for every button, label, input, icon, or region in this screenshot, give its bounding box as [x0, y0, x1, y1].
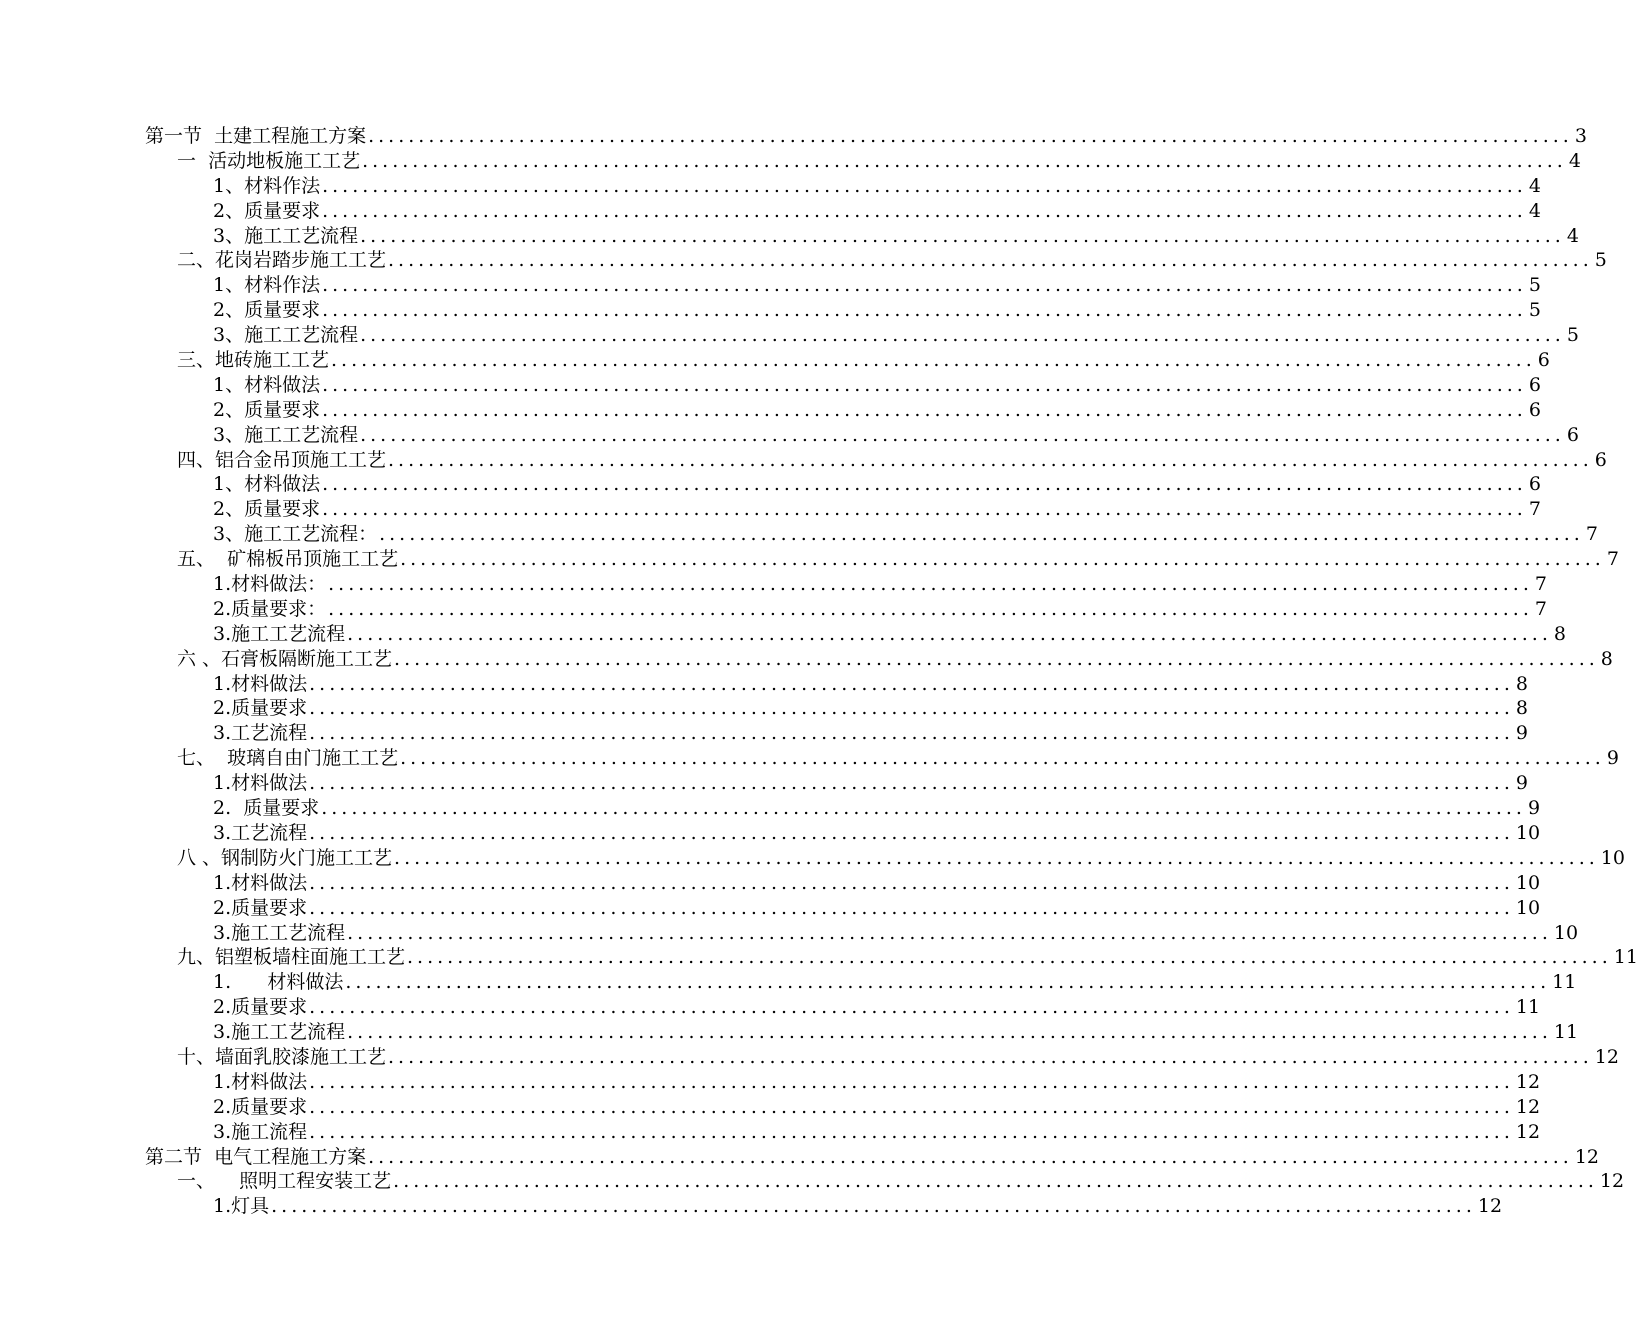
toc-entry-label: 九、铝塑板墙柱面施工工艺: [177, 946, 406, 969]
toc-entry[interactable]: [145, 448, 1607, 473]
toc-entry[interactable]: [145, 1020, 1579, 1045]
toc-entry[interactable]: [145, 149, 1581, 174]
toc-entry-line: [213, 871, 1541, 896]
toc-entry-label: 1.材料做法: [213, 772, 308, 795]
toc-entry-label: 3.施工工艺流程: [213, 622, 346, 645]
toc-entry-label: 2、质量要求: [213, 199, 321, 222]
toc-entry[interactable]: [145, 1145, 1600, 1170]
toc-entry[interactable]: [145, 970, 1577, 995]
toc-entry-label: 一 活动地板施工工艺: [177, 149, 361, 172]
toc-entry-line: [177, 547, 1619, 572]
toc-entry-line: [213, 323, 1579, 348]
toc-entry[interactable]: [145, 597, 1547, 622]
toc-page-number: 6: [1594, 448, 1607, 471]
dot-leader: ........................................................................................................................: [309, 1070, 1514, 1093]
dot-leader: ........................................................................................................................: [368, 125, 1573, 147]
toc-entry-label: 2、质量要求: [213, 299, 321, 322]
toc-entry-line: [177, 1169, 1625, 1194]
dot-leader: ........................................................................................................................: [393, 1170, 1598, 1193]
toc-page-number: 10: [1553, 921, 1579, 944]
toc-entry-label: 七、 玻璃自由门施工工艺: [177, 747, 399, 770]
dot-leader: ........................................................................................................................: [309, 697, 1514, 720]
toc-entry[interactable]: [145, 124, 1587, 149]
dot-leader: ........................................................................................................................: [322, 274, 1527, 297]
toc-entry-label: 2、质量要求: [213, 398, 321, 421]
toc-entry[interactable]: [145, 672, 1528, 697]
toc-page-number: 4: [1566, 224, 1579, 247]
toc-entry[interactable]: [145, 1120, 1541, 1145]
toc-entry-label: 3.施工工艺流程: [213, 1021, 346, 1044]
toc-entry-line: [177, 746, 1619, 771]
toc-entry-line: [213, 1070, 1541, 1095]
dot-leader: ........................................................................................................................: [347, 622, 1552, 645]
toc-entry-label: 四、铝合金吊顶施工工艺: [177, 448, 387, 471]
toc-entry-line: [177, 647, 1613, 672]
toc-entry-label: 八 、钢制防火门施工工艺: [177, 846, 393, 869]
toc-page-number: 12: [1515, 1070, 1541, 1093]
toc-entry-label: 1.材料做法：: [213, 573, 327, 596]
toc-entry-line: [213, 174, 1541, 199]
dot-leader: ........................................................................................................................: [394, 846, 1599, 869]
toc-entry-label: 1. 材料做法: [213, 971, 344, 994]
toc-page-number: 12: [1599, 1170, 1625, 1193]
toc-entry[interactable]: [145, 771, 1528, 796]
toc-page-number: 10: [1515, 896, 1541, 919]
toc-entry-line: [213, 497, 1541, 522]
toc-entry[interactable]: [145, 995, 1541, 1020]
dot-leader: ........................................................................................................................: [347, 921, 1552, 944]
toc-entry-label: 五、 矿棉板吊顶施工工艺: [177, 548, 399, 571]
toc-entry-label: 2.质量要求：: [213, 597, 327, 620]
dot-leader: ........................................................................................................................: [379, 523, 1584, 546]
toc-entry-line: [213, 1120, 1541, 1145]
dot-leader: ........................................................................................................................: [322, 373, 1527, 396]
toc-entry-line: [145, 124, 1587, 149]
dot-leader: ........................................................................................................................: [407, 946, 1612, 969]
toc-entry-label: 六 、石膏板隔断施工工艺: [177, 647, 393, 670]
toc-entry-label: 1.材料做法: [213, 1070, 308, 1093]
toc-entry-label: 3、施工工艺流程：: [213, 523, 378, 546]
toc-entry-line: [213, 522, 1598, 547]
toc-entry-line: [213, 796, 1541, 821]
toc-entry-line: [213, 1095, 1541, 1120]
toc-entry-label: 1、材料作法: [213, 274, 321, 297]
toc-entry-line: [213, 224, 1579, 249]
toc-entry-line: [177, 248, 1607, 273]
toc-entry[interactable]: [145, 1095, 1541, 1120]
table-of-contents: [145, 124, 1638, 1219]
toc-entry-label: 1.材料做法: [213, 871, 308, 894]
toc-page-number: 7: [1528, 498, 1541, 521]
toc-entry-line: [213, 821, 1541, 846]
toc-page-number: 11: [1613, 946, 1638, 969]
dot-leader: ........................................................................................................................: [322, 174, 1527, 197]
toc-page-number: 10: [1515, 821, 1541, 844]
toc-entry[interactable]: [145, 1045, 1619, 1070]
toc-entry[interactable]: [145, 472, 1541, 497]
toc-entry[interactable]: [145, 497, 1541, 522]
toc-entry-line: [213, 398, 1541, 423]
toc-page-number: 12: [1515, 1120, 1541, 1143]
dot-leader: ........................................................................................................................: [388, 448, 1593, 471]
toc-page-number: 6: [1566, 423, 1579, 446]
toc-entry[interactable]: [145, 273, 1541, 298]
dot-leader: ........................................................................................................................: [271, 1195, 1476, 1218]
toc-entry-line: [213, 696, 1528, 721]
dot-leader: ........................................................................................................................: [322, 473, 1527, 496]
toc-entry-label: 三、地砖施工工艺: [177, 349, 330, 372]
toc-entry-line: [213, 995, 1541, 1020]
toc-entry-label: 一、 照明工程安装工艺: [177, 1170, 392, 1193]
dot-leader: ........................................................................................................................: [309, 722, 1514, 745]
toc-page-number: 8: [1553, 622, 1566, 645]
toc-entry-line: [213, 298, 1541, 323]
toc-page-number: 7: [1585, 523, 1598, 546]
toc-page-number: 10: [1600, 846, 1625, 869]
toc-entry-line: [213, 921, 1579, 946]
toc-entry-label: 2.质量要求: [213, 996, 308, 1019]
toc-entry[interactable]: [145, 1070, 1541, 1095]
toc-page-number: 6: [1537, 349, 1550, 372]
toc-entry-label: 十、墙面乳胶漆施工工艺: [177, 1045, 387, 1068]
toc-entry[interactable]: [145, 846, 1625, 871]
toc-entry[interactable]: [145, 572, 1547, 597]
toc-page-number: 9: [1527, 797, 1541, 820]
toc-page-number: 12: [1594, 1045, 1619, 1068]
toc-entry-line: [177, 348, 1550, 373]
toc-entry-label: 3、施工工艺流程: [213, 324, 359, 347]
toc-entry-line: [213, 970, 1577, 995]
toc-entry-line: [213, 1194, 1503, 1219]
toc-entry-line: [213, 622, 1566, 647]
toc-page-number: 9: [1606, 747, 1619, 770]
toc-page-number: 6: [1528, 398, 1541, 421]
toc-entry-label: 2.质量要求: [213, 896, 308, 919]
toc-entry[interactable]: [145, 248, 1607, 273]
dot-leader: ........................................................................................................................: [309, 871, 1514, 894]
toc-entry[interactable]: [145, 821, 1541, 846]
toc-entry-label: 3、施工工艺流程: [213, 423, 359, 446]
toc-entry-line: [213, 672, 1528, 697]
dot-leader: ........................................................................................................................: [345, 971, 1551, 994]
toc-entry[interactable]: [145, 199, 1541, 224]
dot-leader: ........................................................................................................................: [322, 498, 1527, 521]
dot-leader: ........................................................................................................................: [388, 249, 1593, 272]
toc-entry-line: [213, 423, 1579, 448]
toc-page-number: 5: [1566, 324, 1579, 347]
toc-entry[interactable]: [145, 871, 1541, 896]
dot-leader: ........................................................................................................................: [347, 1021, 1552, 1044]
toc-entry-line: [177, 846, 1625, 871]
toc-page-number: 5: [1594, 249, 1607, 272]
toc-entry[interactable]: [145, 945, 1638, 970]
toc-entry[interactable]: [145, 522, 1598, 547]
dot-leader: ........................................................................................................................: [309, 821, 1514, 844]
toc-page-number: 10: [1515, 871, 1541, 894]
toc-entry[interactable]: [145, 1194, 1503, 1219]
toc-page-number: 11: [1552, 971, 1577, 994]
dot-leader: ........................................................................................................................: [400, 548, 1605, 571]
toc-entry[interactable]: [145, 323, 1579, 348]
dot-leader: ........................................................................................................................: [360, 423, 1565, 446]
toc-entry-line: [145, 1145, 1600, 1170]
toc-entry[interactable]: [145, 174, 1541, 199]
toc-entry[interactable]: [145, 746, 1619, 771]
dot-leader: ........................................................................................................................: [400, 747, 1605, 770]
toc-page-number: 12: [1515, 1095, 1541, 1118]
dot-leader: ........................................................................................................................: [328, 597, 1533, 620]
toc-page-number: 7: [1534, 573, 1547, 596]
toc-entry-label: 2.质量要求: [213, 697, 308, 720]
dot-leader: ........................................................................................................................: [388, 1045, 1593, 1068]
dot-leader: ........................................................................................................................: [309, 672, 1514, 695]
toc-entry[interactable]: [145, 547, 1619, 572]
toc-page-number: 8: [1600, 647, 1613, 670]
dot-leader: ........................................................................................................................: [309, 1120, 1514, 1143]
toc-entry[interactable]: [145, 1169, 1625, 1194]
toc-page-number: 6: [1528, 373, 1541, 396]
toc-entry-line: [177, 448, 1607, 473]
toc-entry-label: 3.施工工艺流程: [213, 921, 346, 944]
toc-page-number: 7: [1606, 548, 1619, 571]
dot-leader: ........................................................................................................................: [321, 797, 1526, 820]
dot-leader: ........................................................................................................................: [360, 324, 1565, 347]
toc-entry-label: 第二节 电气工程施工方案: [145, 1145, 367, 1168]
toc-page-number: 9: [1515, 722, 1528, 745]
toc-page-number: 4: [1528, 174, 1541, 197]
toc-entry[interactable]: [145, 622, 1566, 647]
toc-page-number: 9: [1515, 772, 1528, 795]
dot-leader: ........................................................................................................................: [309, 996, 1514, 1019]
toc-entry-label: 1、材料做法: [213, 473, 321, 496]
toc-entry-line: [213, 472, 1541, 497]
toc-entry[interactable]: [145, 796, 1541, 821]
dot-leader: ........................................................................................................................: [362, 149, 1567, 172]
toc-entry-line: [213, 373, 1541, 398]
toc-page-number: 12: [1477, 1195, 1503, 1218]
toc-entry-line: [213, 199, 1541, 224]
dot-leader: ........................................................................................................................: [322, 199, 1527, 222]
dot-leader: ........................................................................................................................: [322, 398, 1527, 421]
toc-page-number: 5: [1528, 299, 1541, 322]
toc-entry-line: [177, 1045, 1619, 1070]
toc-page-number: 8: [1515, 672, 1528, 695]
toc-entry-line: [177, 945, 1638, 970]
toc-entry-line: [213, 771, 1528, 796]
toc-entry[interactable]: [145, 721, 1528, 746]
dot-leader: ........................................................................................................................: [331, 349, 1536, 372]
toc-page-number: 11: [1553, 1021, 1579, 1044]
toc-entry[interactable]: [145, 398, 1541, 423]
toc-entry-line: [213, 896, 1541, 921]
toc-entry-line: [177, 149, 1581, 174]
toc-entry-line: [213, 572, 1547, 597]
dot-leader: ........................................................................................................................: [368, 1145, 1573, 1168]
toc-entry[interactable]: [145, 224, 1579, 249]
toc-entry[interactable]: [145, 696, 1528, 721]
toc-entry-label: 1.材料做法: [213, 672, 308, 695]
toc-entry-label: 3.施工流程: [213, 1120, 308, 1143]
toc-entry[interactable]: [145, 423, 1579, 448]
toc-entry[interactable]: [145, 896, 1541, 921]
dot-leader: ........................................................................................................................: [328, 573, 1533, 596]
toc-page-number: 3: [1574, 125, 1587, 147]
toc-entry-label: 2. 质量要求: [213, 797, 320, 820]
dot-leader: ........................................................................................................................: [309, 772, 1514, 795]
toc-entry[interactable]: [145, 921, 1579, 946]
toc-page-number: 8: [1515, 697, 1528, 720]
dot-leader: ........................................................................................................................: [309, 1095, 1514, 1118]
toc-entry-label: 2.质量要求: [213, 1095, 308, 1118]
toc-entry[interactable]: [145, 373, 1541, 398]
toc-page-number: 12: [1574, 1145, 1600, 1168]
toc-page-number: 4: [1568, 149, 1581, 172]
toc-entry[interactable]: [145, 298, 1541, 323]
toc-page-number: 7: [1534, 597, 1547, 620]
toc-entry[interactable]: [145, 647, 1613, 672]
toc-page-number: 11: [1515, 996, 1541, 1019]
toc-entry-line: [213, 721, 1528, 746]
toc-page-number: 5: [1528, 274, 1541, 297]
toc-entry-line: [213, 273, 1541, 298]
toc-page-number: 6: [1528, 473, 1541, 496]
toc-entry-label: 1、材料做法: [213, 373, 321, 396]
dot-leader: ........................................................................................................................: [394, 647, 1599, 670]
toc-page-number: 4: [1528, 199, 1541, 222]
dot-leader: ........................................................................................................................: [360, 224, 1565, 247]
toc-entry-label: 二、花岗岩踏步施工工艺: [177, 249, 387, 272]
dot-leader: ........................................................................................................................: [322, 299, 1527, 322]
toc-entry-label: 3.工艺流程: [213, 821, 308, 844]
toc-entry-label: 3.工艺流程: [213, 722, 308, 745]
toc-entry-line: [213, 1020, 1579, 1045]
toc-entry-label: 1、材料作法: [213, 174, 321, 197]
toc-entry-label: 1.灯具: [213, 1195, 270, 1218]
toc-entry-label: 3、施工工艺流程: [213, 224, 359, 247]
toc-entry-line: [213, 597, 1547, 622]
toc-entry-label: 第一节 土建工程施工方案: [145, 125, 367, 147]
toc-entry[interactable]: [145, 348, 1550, 373]
toc-entry-label: 2、质量要求: [213, 498, 321, 521]
dot-leader: ........................................................................................................................: [309, 896, 1514, 919]
